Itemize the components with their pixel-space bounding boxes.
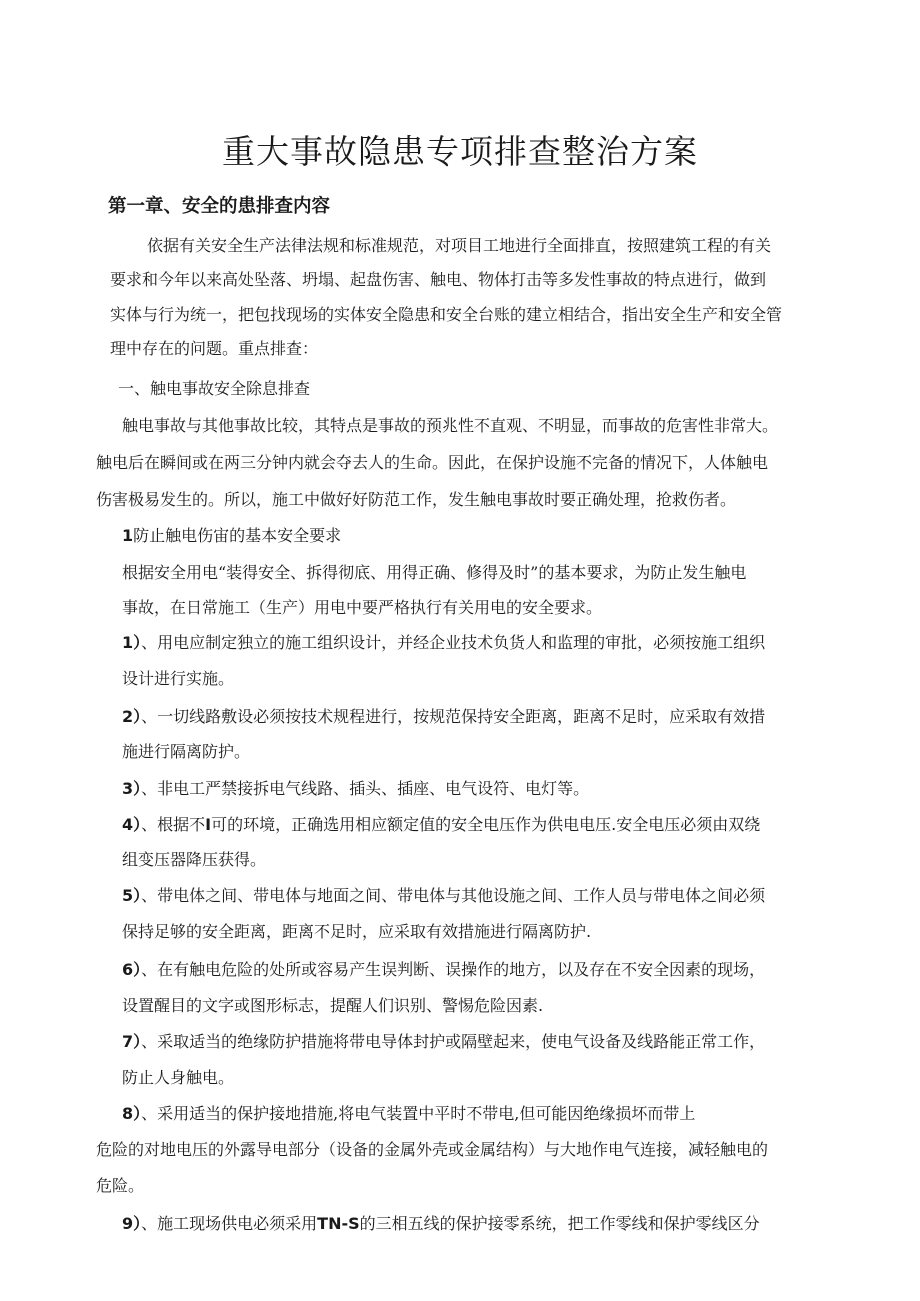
section-para-line-1: 触电事故与其他事故比较，其特点是事故的预兆性不直观、不明显，而事故的危害性非常大。: [122, 416, 779, 435]
list-item-9: [122, 1214, 760, 1234]
item-number: 8）: [122, 1104, 142, 1123]
item-text: 、在有触电危险的处所或容易产生误判断、误操作的地方，以及存在不安全因素的现场，: [141, 960, 766, 979]
list-item-6: [122, 960, 765, 980]
list-item-7: [122, 1032, 765, 1052]
list-item-5: [122, 886, 765, 906]
section-para-line-2: 触电后在瞬间或在两三分钟内就会夺去人的生命。因此，在保护设施不完备的情况下，人体触电: [96, 453, 769, 472]
item-text: 、一切线路敷设必须按技术规程进行，按规范保持安全距离，距离不足时，应采取有效措: [141, 707, 766, 726]
list-item-2-cont: 施进行隔离防护。: [122, 742, 251, 761]
list-item-4: [122, 815, 760, 835]
item-number: 2）: [122, 707, 142, 726]
list-item-1-cont: 设计进行实施。: [122, 669, 235, 688]
item-number: 9）: [122, 1214, 142, 1233]
item-text: 、非电工严禁接拆电气线路、插头、插座、电气设符、电灯等。: [141, 779, 590, 798]
item-number: 4）: [122, 815, 142, 834]
item-text-pre: 、施工现场供电必须采用: [141, 1214, 318, 1233]
item-text-pre: 、根据不: [141, 815, 206, 834]
item-number: 7）: [122, 1032, 142, 1051]
list-item-8: [122, 1104, 695, 1124]
item-number: 1）: [122, 633, 142, 652]
item-text: 、采取适当的绝缘防护措施将带电导体封护或隔壁起来，使电气设备及线路能正常工作，: [141, 1032, 766, 1051]
intro-line-1: 依据有关安全生产法律法规和标准规范，对项目工地进行全面排直，按照建筑工程的有关: [147, 236, 772, 255]
intro-line-4: 理中存在的问题。重点排查：: [110, 339, 319, 358]
basic-req-line-1: 根据安全用电“装得安全、拆得彻底、用得正确、修得及时”的基本要求，为防止发生触电: [122, 563, 747, 582]
document-title: 重大事故隐患专项排查整治方案: [222, 132, 698, 171]
item-text-bold: TN-S: [317, 1214, 360, 1233]
subheading-number: 1: [122, 526, 134, 545]
item-text-post: 的三相五线的保护接零系统，把工作零线和保护零线区分: [359, 1214, 760, 1233]
list-item-8-cont-1: 危险的对地电压的外露导电部分（设备的金属外壳或金属结构）与大地作电气连接，减轻触电的: [96, 1140, 769, 1159]
item-text-post: 可的环境，正确选用相应额定值的安全电压作为供电电压.安全电压必须由双绕: [211, 815, 761, 834]
list-item-8-cont-2: 危险。: [96, 1176, 145, 1195]
section-para-line-3: 伤害极易发生的。所以，施工中做好好防范工作，发生触电事故时要正确处理，抢救伤者。: [96, 490, 737, 509]
item-text-mid: I: [205, 815, 212, 834]
list-item-5-cont: 保持足够的安全距离，距离不足时，应采取有效措施进行隔离防护.: [122, 922, 592, 941]
list-item-6-cont: 设置醒目的文字或图形标志，提醒人们识别、警惕危险因素.: [122, 996, 544, 1015]
item-text: 、用电应制定独立的施工组织设计，并经企业技术负货人和监理的审批，必须按施工组织: [141, 633, 766, 652]
item-text: 、采用适当的保护接地措施,将电气装置中平时不带电,但可能因绝缘损坏而带上: [141, 1104, 696, 1123]
subheading-text: 防止触电伤宙的基本安全要求: [133, 526, 342, 545]
intro-line-2: 要求和今年以来高处坠落、坍塌、起盘伤害、触电、物体打击等多发性事故的特点进行，做到: [110, 270, 767, 289]
subheading: [122, 526, 341, 546]
list-item-1: [122, 633, 765, 653]
section-heading: 一、触电事故安全除息排查: [118, 379, 311, 398]
item-number: 5）: [122, 886, 142, 905]
chapter-heading: 第一章、安全的患排查内容: [108, 196, 331, 217]
list-item-3: [122, 779, 589, 799]
list-item-7-cont: 防止人身触电。: [122, 1068, 235, 1087]
basic-req-line-2: 事故，在日常施工（生产）用电中要严格执行有关用电的安全要求。: [122, 598, 603, 617]
item-number: 3）: [122, 779, 142, 798]
item-text: 、带电体之间、带电体与地面之间、带电体与其他设施之间、工作人员与带电体之间必须: [141, 886, 766, 905]
intro-line-3: 实体与行为统一，把包找现场的实体安全隐患和安全台账的建立相结合，指出安全生产和安全管: [110, 305, 783, 324]
item-number: 6）: [122, 960, 142, 979]
list-item-4-cont: 组变压器降压获得。: [122, 850, 267, 869]
list-item-2: [122, 707, 765, 727]
